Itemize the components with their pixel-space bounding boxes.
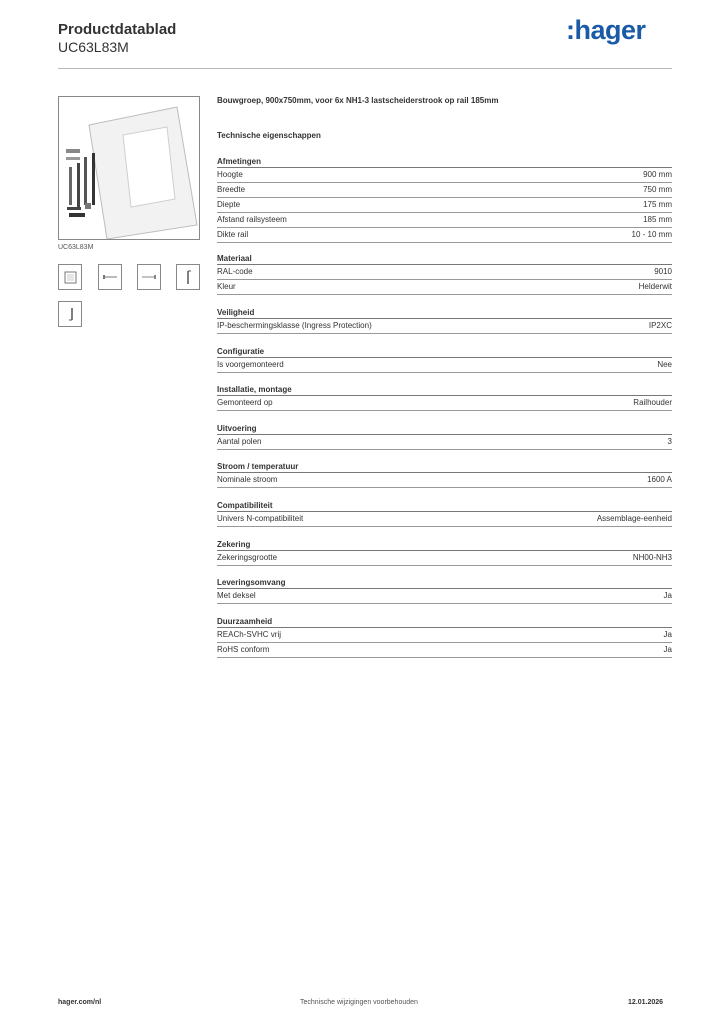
spec-label: Gemonteerd op (217, 398, 273, 407)
thumbnail-rail-1[interactable] (98, 264, 122, 290)
spec-section-compatibiliteit (217, 499, 672, 527)
section-title: Configuratie (217, 345, 672, 358)
thumbnail-bracket[interactable] (176, 264, 200, 290)
header-divider (58, 68, 672, 69)
spec-row (217, 319, 672, 334)
spec-value: 1600 A (647, 475, 672, 484)
spec-row (217, 228, 672, 243)
spec-label: Dikte rail (217, 230, 249, 239)
section-title: Uitvoering (217, 422, 672, 435)
spec-row (217, 265, 672, 280)
spec-label: Kleur (217, 282, 236, 291)
spec-section-stroom (217, 460, 672, 488)
rail-icon (138, 265, 160, 289)
spec-value: 3 (667, 437, 672, 446)
footer-disclaimer: Technische wijzigingen voorbehouden (300, 999, 418, 1006)
section-title: Stroom / temperatuur (217, 460, 672, 473)
spec-row (217, 168, 672, 183)
spec-value: Railhouder (633, 398, 672, 407)
spec-value: 175 mm (643, 200, 672, 209)
panel-icon (59, 265, 81, 289)
spec-row (217, 473, 672, 488)
hook-icon (59, 302, 81, 326)
section-title: Veiligheid (217, 306, 672, 319)
spec-row (217, 512, 672, 527)
spec-row (217, 643, 672, 658)
rail-icon (99, 265, 121, 289)
spec-section-configuratie (217, 345, 672, 373)
spec-label: Nominale stroom (217, 475, 278, 484)
spec-value: Ja (663, 645, 672, 654)
thumbnail-hook[interactable] (58, 301, 82, 327)
spec-row (217, 183, 672, 198)
spec-section-materiaal (217, 252, 672, 295)
spec-value: 185 mm (643, 215, 672, 224)
spec-section-duurzaamheid (217, 615, 672, 658)
spec-section-veiligheid (217, 306, 672, 334)
spec-value: 900 mm (643, 170, 672, 179)
footer-website-link[interactable]: hager.com/nl (58, 999, 102, 1006)
spec-label: REACh-SVHC vrij (217, 630, 282, 639)
spec-row (217, 198, 672, 213)
spec-label: Met deksel (217, 591, 256, 600)
thumbnail-rail-2[interactable] (137, 264, 161, 290)
spec-label: Afstand railsysteem (217, 215, 287, 224)
spec-label: Breedte (217, 185, 246, 194)
spec-row (217, 280, 672, 295)
section-title: Duurzaamheid (217, 615, 672, 628)
section-title: Zekering (217, 538, 672, 551)
spec-value: Helderwit (638, 282, 672, 291)
image-caption: UC63L83M (58, 244, 94, 251)
section-title: Materiaal (217, 252, 672, 265)
product-illustration (59, 97, 199, 239)
brand-logo: :hager (566, 15, 646, 45)
product-description: Bouwgroep, 900x750mm, voor 6x NH1-3 lastscheiderstrook op rail 185mm (217, 96, 499, 105)
spec-section-uitvoering (217, 422, 672, 450)
spec-label: Hoogte (217, 170, 243, 179)
product-code: UC63L83M (58, 39, 129, 55)
section-title: Installatie, montage (217, 383, 672, 396)
spec-row (217, 628, 672, 643)
spec-value: Nee (657, 360, 672, 369)
spec-section-afmetingen (217, 155, 672, 243)
spec-label: Zekeringsgrootte (217, 553, 278, 562)
spec-row (217, 213, 672, 228)
bracket-icon (177, 265, 199, 289)
spec-value: IP2XC (648, 321, 672, 330)
spec-row (217, 551, 672, 566)
spec-value: 9010 (654, 267, 672, 276)
spec-value: 10 - 10 mm (631, 230, 672, 239)
spec-value: Ja (663, 591, 672, 600)
spec-label: Univers N-compatibiliteit (217, 514, 304, 523)
page-title: Productdatablad (58, 21, 177, 38)
spec-section-zekering (217, 538, 672, 566)
spec-label: RoHS conform (217, 645, 270, 654)
technical-heading: Technische eigenschappen (217, 131, 321, 140)
spec-label: RAL-code (217, 267, 253, 276)
spec-value: 750 mm (643, 185, 672, 194)
spec-label: Diepte (217, 200, 241, 209)
section-title: Compatibiliteit (217, 499, 672, 512)
spec-value: Ja (663, 630, 672, 639)
spec-section-installatie (217, 383, 672, 411)
spec-value: NH00-NH3 (632, 553, 672, 562)
footer-date: 12.01.2026 (628, 999, 664, 1006)
spec-value: Assemblage-eenheid (596, 514, 672, 523)
spec-section-leveringsomvang (217, 576, 672, 604)
spec-row (217, 589, 672, 604)
thumbnail-panel[interactable] (58, 264, 82, 290)
spec-row (217, 396, 672, 411)
spec-row (217, 358, 672, 373)
spec-label: Aantal polen (217, 437, 262, 446)
section-title: Leveringsomvang (217, 576, 672, 589)
spec-label: Is voorgemonteerd (217, 360, 284, 369)
spec-label: IP-beschermingsklasse (Ingress Protection) (217, 321, 372, 330)
section-title: Afmetingen (217, 155, 672, 168)
product-image[interactable] (58, 96, 200, 240)
spec-row (217, 435, 672, 450)
